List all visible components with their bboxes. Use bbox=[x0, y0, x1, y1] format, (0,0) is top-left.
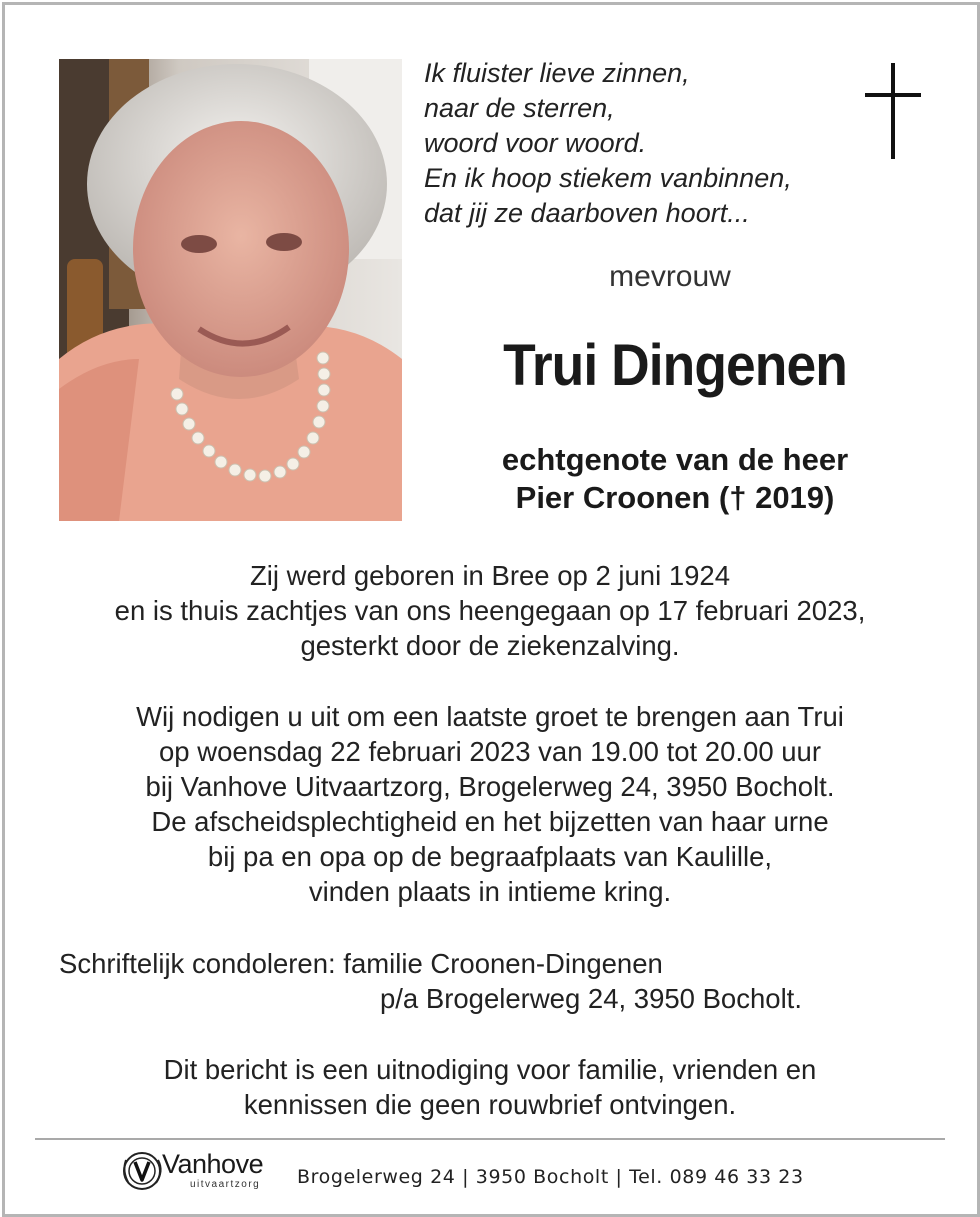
logo-subtitle: uitvaartzorg bbox=[190, 1179, 261, 1190]
poem-line: woord voor woord. bbox=[424, 128, 647, 158]
text-line: op woensdag 22 februari 2023 van 19.00 tot 20.00 uur bbox=[158, 736, 822, 767]
poem bbox=[424, 56, 854, 231]
spouse-info bbox=[420, 441, 930, 517]
poem-line: naar de sterren, bbox=[424, 93, 615, 123]
funeral-home-logo bbox=[120, 1148, 290, 1196]
footer-contact: Brogelerweg 24 | 3950 Bocholt | Tel. 089 46 33 23 bbox=[297, 1166, 804, 1188]
deceased-name: Trui Dingenen bbox=[503, 333, 847, 398]
text-line: vinden plaats in intieme kring. bbox=[308, 876, 672, 907]
poem-line: dat jij ze daarboven hoort... bbox=[424, 198, 750, 228]
divider bbox=[35, 1138, 945, 1140]
condolence-address: p/a Brogelerweg 24, 3950 Bocholt. bbox=[380, 983, 802, 1014]
text-line: Wij nodigen u uit om een laatste groet te brengen aan Trui bbox=[136, 701, 844, 732]
text-line: gesterkt door de ziekenzalving. bbox=[300, 630, 680, 661]
logo-emblem-icon bbox=[120, 1148, 168, 1194]
text-line: bij Vanhove Uitvaartzorg, Brogelerweg 24, 3950 Bocholt. bbox=[145, 771, 835, 802]
condolence-line: Schriftelijk condoleren: familie Croonen-Dingenen bbox=[59, 948, 663, 979]
text-line: kennissen die geen rouwbrief ontvingen. bbox=[243, 1089, 737, 1120]
notice-text bbox=[40, 1052, 940, 1122]
portrait-photo bbox=[59, 59, 402, 521]
invitation-text bbox=[40, 699, 940, 909]
birth-death-info bbox=[40, 558, 940, 663]
text-line: bij pa en opa op de begraafplaats van Kaulille, bbox=[207, 841, 773, 872]
poem-line: En ik hoop stiekem vanbinnen, bbox=[424, 163, 792, 193]
text-line: en is thuis zachtjes van ons heengegaan op 17 februari 2023, bbox=[114, 595, 866, 626]
spouse-line: Pier Croonen († 2019) bbox=[515, 480, 835, 515]
spouse-line: echtgenote van de heer bbox=[501, 442, 849, 477]
poem-line: Ik fluister lieve zinnen, bbox=[424, 58, 690, 88]
logo-name: Vanhove bbox=[162, 1149, 264, 1179]
honorific: mevrouw bbox=[609, 260, 731, 293]
text-line: Dit bericht is een uitnodiging voor familie, vrienden en bbox=[163, 1054, 817, 1085]
text-line: Zij werd geboren in Bree op 2 juni 1924 bbox=[249, 560, 731, 591]
text-line: De afscheidsplechtigheid en het bijzetten van haar urne bbox=[151, 806, 829, 837]
cross-icon bbox=[865, 63, 921, 159]
